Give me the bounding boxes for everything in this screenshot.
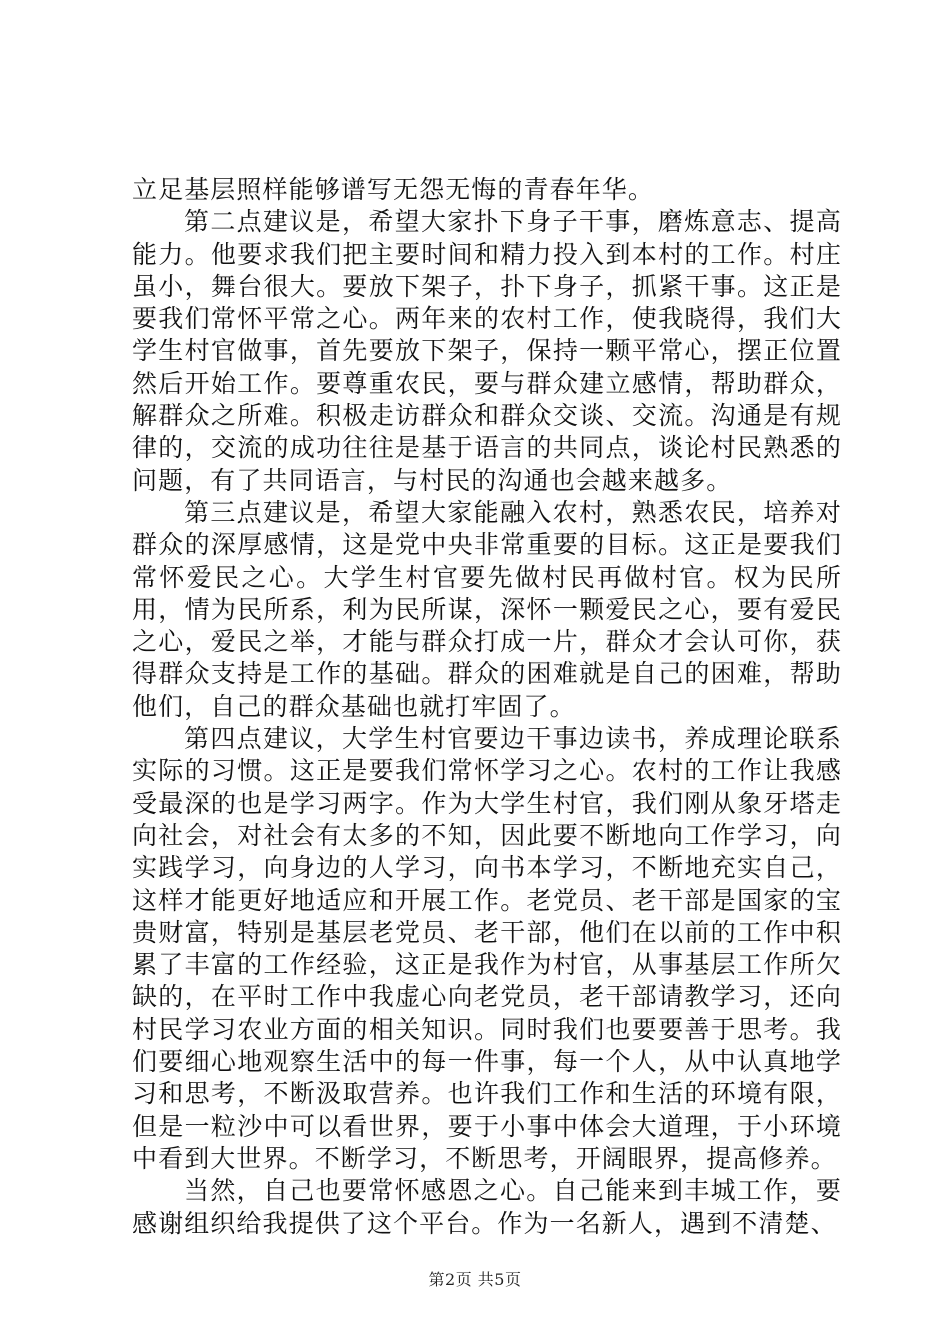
paragraph-continuation: 立足基层照样能够谱写无怨无悔的青春年华。 [132, 175, 655, 204]
paragraph-fourth-suggestion: 第四点建议，大学生村官要边干事边读书，养成理论联系实际的习惯。这正是要我们常怀学习之心。农村的工作让我感受最深的也是学习两字。作为大学生村官，我们刚从象牙塔走向社会，对社会有太多的不知，因此要不断地向工作学习，向实践学习，向身边的人学习，向书本学习，不断地充实自己，这样才能更好地适应和开展工作。老党员、老干部是国家的宝贵财富，特别是基层老党员、老干部，他们在以前的工作中积累了丰富的工作经验，这正是我作为村官，从事基层工作所欠缺的，在平时工作中我虚心向老党员，老干部请教学习，还向村民学习农业方面的相关知识。同时我们也要要善于思考。我们要细心地观察生活中的每一件事，每一个人，从中认真地学习和思考，不断汲取营养。也许我们工作和生活的环境有限，但是一粒沙中可以看世界，要于小事中体会大道理，于小环境中看到大世界。不断学习，不断思考，开阔眼界，提高修养。 [132, 724, 842, 1173]
paragraph-second-suggestion: 第二点建议是，希望大家扑下身子干事，磨炼意志、提高能力。他要求我们把主要时间和精力投入到本村的工作。村庄虽小，舞台很大。要放下架子，扑下身子，抓紧干事。这正是要我们常怀平常之心。两年来的农村工作，使我晓得，我们大学生村官做事，首先要放下架子，保持一颗平常心，摆正位置然后开始工作。要尊重农民，要与群众建立感情，帮助群众，解群众之所难。积极走访群众和群众交谈、交流。沟通是有规律的，交流的成功往往是基于语言的共同点，谈论村民熟悉的问题，有了共同语言，与村民的沟通也会越来越多。 [132, 207, 842, 495]
paragraph-third-suggestion: 第三点建议是，希望大家能融入农村，熟悉农民，培养对群众的深厚感情，这是党中央非常重要的目标。这正是要我们常怀爱民之心。大学生村官要先做村民再做村官。权为民所用，情为民所系，利为民所谋，深怀一颗爱民之心，要有爱民之心，爱民之举，才能与群众打成一片，群众才会认可你，获得群众支持是工作的基础。群众的困难就是自己的困难，帮助他们，自己的群众基础也就打牢固了。 [132, 497, 842, 721]
paragraph-gratitude: 当然，自己也要常怀感恩之心。自己能来到丰城工作，要感谢组织给我提供了这个平台。作为一名新人，遇到不清楚、 [132, 1176, 842, 1238]
page-number-footer: 第2页 共5页 [428, 1270, 522, 1289]
document-body [132, 174, 842, 1240]
